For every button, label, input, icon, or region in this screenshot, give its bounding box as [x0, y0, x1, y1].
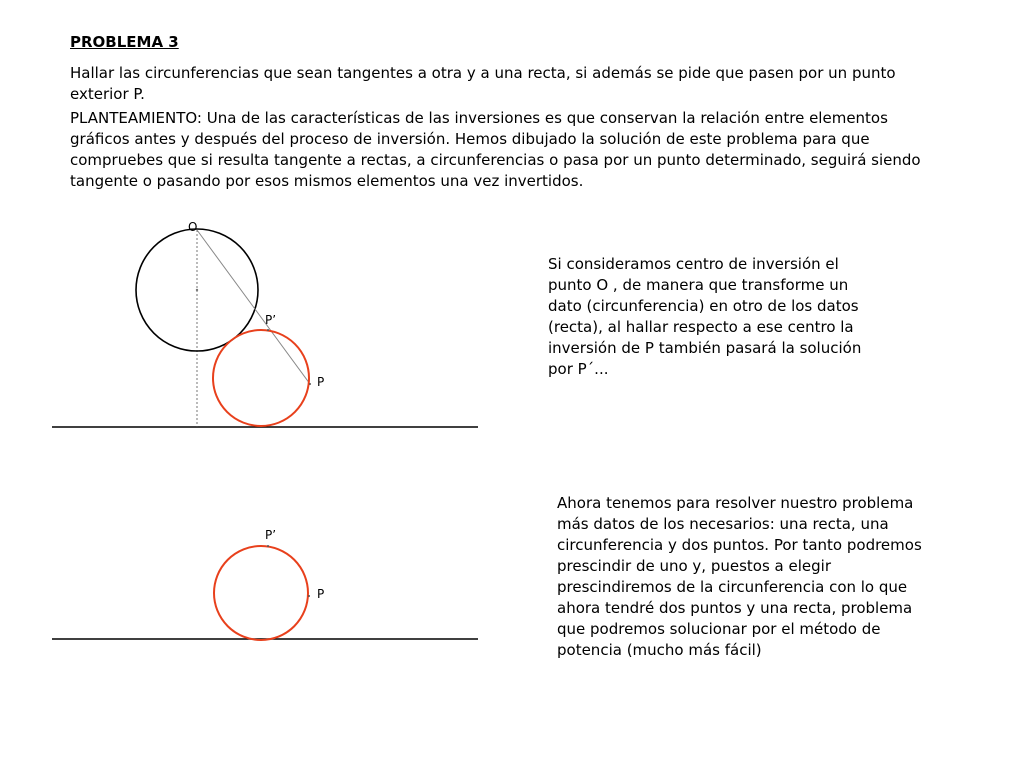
- problem-statement: Hallar las circunferencias que sean tangentes a otra y a una recta, si además se pide que pasen por un punto exterior P.: [70, 64, 896, 103]
- figure-1: [52, 220, 478, 427]
- point-p-1: [309, 383, 311, 385]
- label-p-2: P: [317, 587, 325, 601]
- label-p-prime-1: P’: [265, 313, 277, 327]
- explanation-text-2: Ahora tenemos para resolver nuestro problema más datos de los necesarios: una recta, una circunferencia y dos puntos. Por tanto podremos prescindir de uno y, puestos a elegir prescindiremos de la circunferencia con lo que ahora tendré dos puntos y una recta, problema que podremos solucionar por el método de potencia (mucho más fácil): [557, 494, 922, 659]
- label-o: O: [188, 220, 198, 234]
- label-p-1: P: [317, 375, 325, 389]
- solution-circle-1: [213, 330, 309, 426]
- solution-circle-2: [214, 546, 308, 640]
- figure-2: [52, 528, 478, 640]
- inversion-ray: [197, 230, 310, 384]
- given-circle-center: [196, 289, 198, 291]
- planteamiento-paragraph: PLANTEAMIENTO: Una de las características de las inversiones es que conservan la relación entre elementos gráficos antes y después del proceso de inversión. Hemos dibujado la solución de este problema para que compruebes que si resulta tangente a rectas, a circunferencias o pasa por un punto determinado, seguirá siendo tangente o pasando por esos mismos elementos una vez invertidos.: [70, 109, 921, 190]
- point-p-prime-2: [267, 545, 269, 547]
- point-p-2: [308, 595, 310, 597]
- explanation-text-1: Si consideramos centro de inversión el punto O , de manera que transforme un dato (circunferencia) en otro de los datos (recta), al hallar respecto a ese centro la inversión de P también pasará la solución por P´...: [548, 255, 862, 378]
- label-p-prime-2: P’: [265, 528, 277, 542]
- point-p-prime-1: [267, 329, 269, 331]
- problem-title: PROBLEMA 3: [70, 33, 179, 51]
